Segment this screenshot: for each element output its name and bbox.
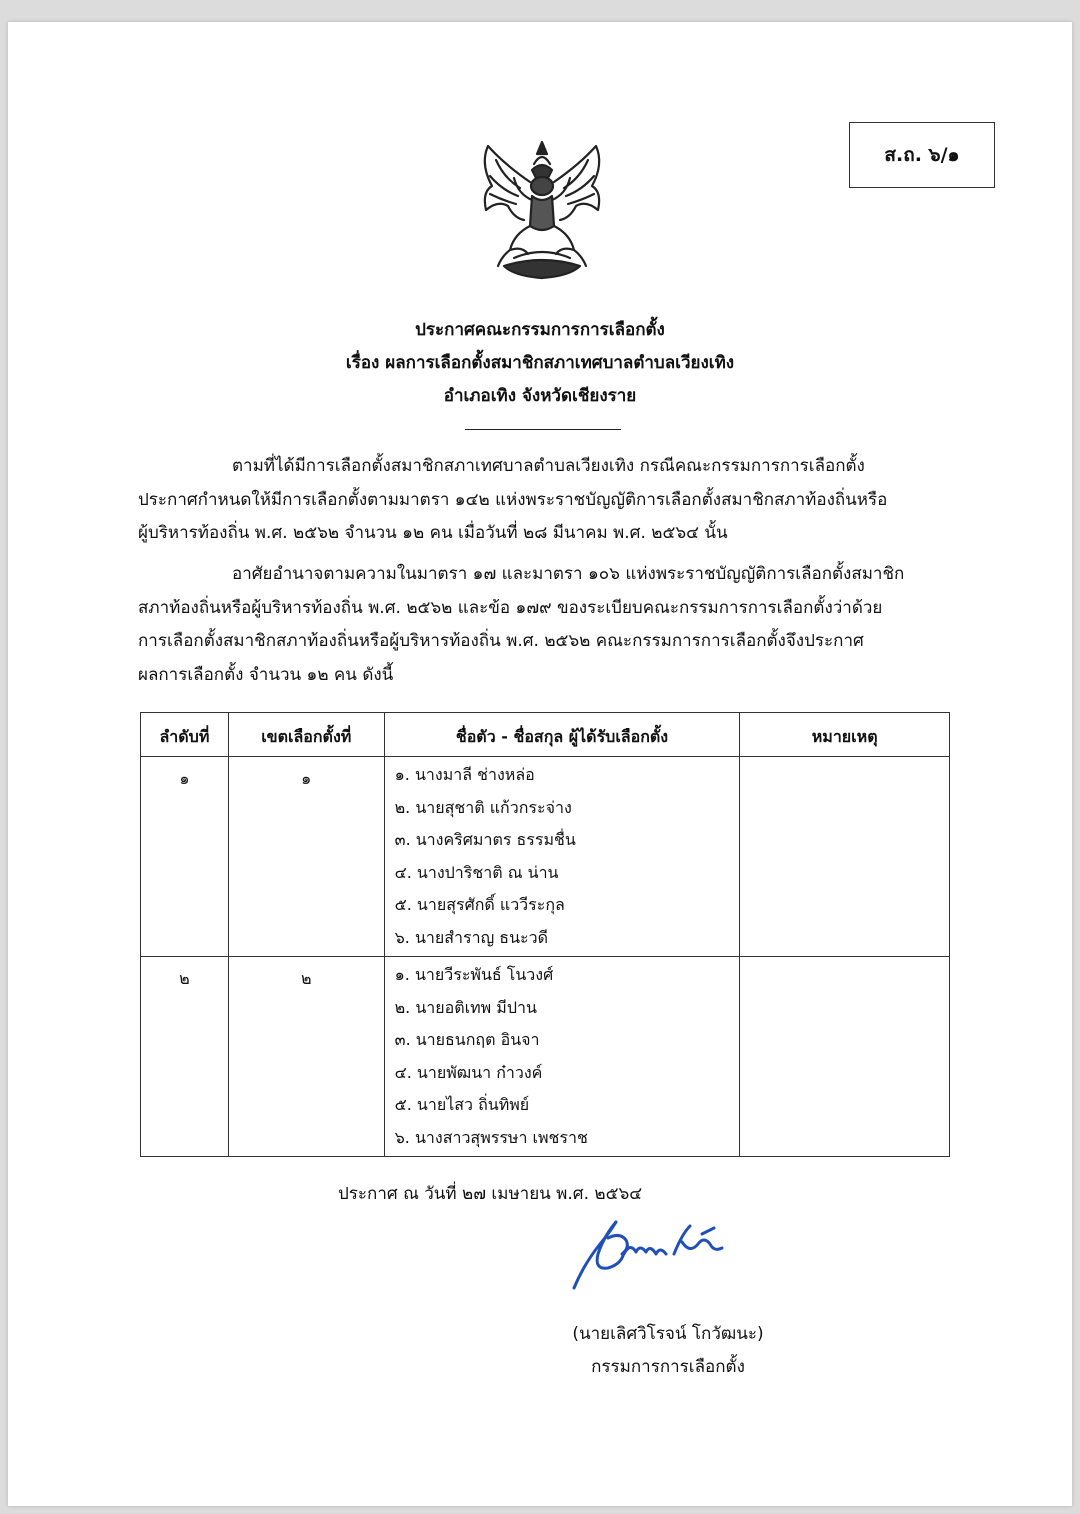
title-line-3: อำเภอเทิง จังหวัดเชียงราย xyxy=(443,386,637,406)
title-divider xyxy=(465,429,621,430)
elected-member: ๒. นายสุชาติ แก้วกระจ่าง xyxy=(394,797,572,817)
row-order: ๑ xyxy=(141,757,229,957)
row-names xyxy=(384,757,740,957)
row-remark xyxy=(740,957,950,1157)
elected-member: ๔. นายพัฒนา ก๋าวงค์ xyxy=(394,1062,543,1082)
paragraph-line: ผลการเลือกตั้ง จำนวน ๑๒ คน ดังนี้ xyxy=(138,664,394,685)
row-district: ๑ xyxy=(228,757,384,957)
title-line-1: ประกาศคณะกรรมการการเลือกตั้ง xyxy=(415,320,665,340)
form-code-box: ส.ถ. ๖/๑ xyxy=(849,122,995,188)
elected-member: ๕. นายสุรศักดิ์ แววีระกุล xyxy=(394,895,565,914)
election-results-table xyxy=(140,712,950,1157)
handwritten-signature xyxy=(564,1214,734,1294)
header-district: เขตเลือกตั้งที่ xyxy=(228,713,384,757)
row-order: ๒ xyxy=(141,957,229,1157)
elected-member: ๖. นางสาวสุพรรษา เพชราช xyxy=(394,1127,588,1147)
header-remark: หมายเหตุ xyxy=(740,713,950,757)
elected-member: ๓. นางคริศมาตร ธรรมชื่น xyxy=(394,830,576,849)
announcement-date: ประกาศ ณ วันที่ ๒๗ เมษายน พ.ศ. ๒๕๖๔ xyxy=(338,1184,643,1204)
paragraph-2 xyxy=(138,558,954,692)
announcement-title xyxy=(8,314,1072,413)
elected-member: ๓. นายธนกฤต อินจา xyxy=(394,1030,540,1049)
row-names xyxy=(384,957,740,1157)
signer-name: (นายเลิศวิโรจน์ โกวัฒนะ) xyxy=(572,1324,764,1344)
row-remark xyxy=(740,757,950,957)
header-names: ชื่อตัว - ชื่อสกุล ผู้ได้รับเลือกตั้ง xyxy=(384,713,740,757)
paragraph-line: การเลือกตั้งสมาชิกสภาท้องถิ่นหรือผู้บริหารท้องถิ่น พ.ศ. ๒๕๖๒ คณะกรรมการการเลือกตั้งจึงประกาศ xyxy=(138,631,864,651)
table-header-row xyxy=(141,713,950,757)
header-order: ลำดับที่ xyxy=(141,713,229,757)
row-district: ๒ xyxy=(228,957,384,1157)
elected-member: ๖. นายสำราญ ธนะวดี xyxy=(394,927,548,947)
elected-member: ๒. นายอติเทพ มีปาน xyxy=(394,997,537,1017)
paragraph-1 xyxy=(138,450,954,551)
table-row xyxy=(141,757,950,957)
paragraph-line: ประกาศกำหนดให้มีการเลือกตั้งตามมาตรา ๑๔๒ แห่งพระราชบัญญัติการเลือกตั้งสมาชิกสภาท้องถิ่นหรือ xyxy=(138,489,888,510)
paragraph-line: ผู้บริหารท้องถิ่น พ.ศ. ๒๕๖๒ จำนวน ๑๒ คน เมื่อวันที่ ๒๘ มีนาคม พ.ศ. ๒๕๖๔ นั้น xyxy=(138,523,728,543)
elected-member: ๔. นางปาริชาติ ณ น่าน xyxy=(394,862,559,882)
document-page xyxy=(8,22,1072,1506)
signer-block xyxy=(548,1318,788,1384)
table-row xyxy=(141,957,950,1157)
signer-position: กรรมการการเลือกตั้ง xyxy=(591,1357,745,1377)
paragraph-line: สภาท้องถิ่นหรือผู้บริหารท้องถิ่น พ.ศ. ๒๕๖๒ และข้อ ๑๗๙ ของระเบียบคณะกรรมการการเลือกตั้งว่าด้วย xyxy=(138,597,883,618)
garuda-emblem-icon xyxy=(474,134,610,284)
elected-member: ๕. นายไสว ถิ่นทิพย์ xyxy=(394,1095,530,1114)
elected-member: ๑. นายวีระพันธ์ โนวงศ์ xyxy=(394,965,554,984)
title-line-2: เรื่อง ผลการเลือกตั้งสมาชิกสภาเทศบาลตำบลเวียงเทิง xyxy=(345,353,735,373)
paragraph-line: ตามที่ได้มีการเลือกตั้งสมาชิกสภาเทศบาลตำบลเวียงเทิง กรณีคณะกรรมการการเลือกตั้ง xyxy=(232,456,865,476)
paragraph-line: อาศัยอำนาจตามความในมาตรา ๑๗ และมาตรา ๑๐๖ แห่งพระราชบัญญัติการเลือกตั้งสมาชิก xyxy=(232,564,905,584)
elected-member: ๑. นางมาลี ช่างหล่อ xyxy=(394,765,535,784)
